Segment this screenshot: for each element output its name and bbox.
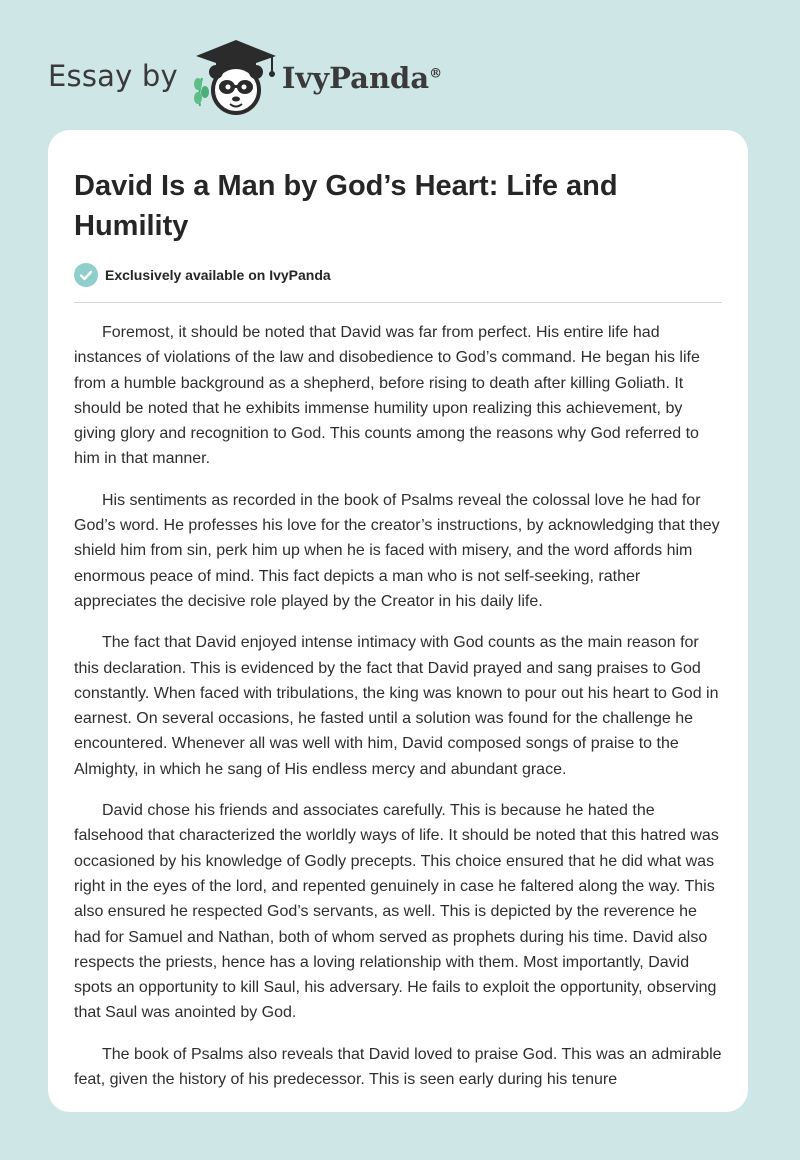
registered-mark: ® bbox=[429, 66, 443, 82]
paragraph: The book of Psalms also reveals that David loved to praise God. This was an admirable feat, given the history of his predecessor. This is seen early during his tenure bbox=[74, 1045, 722, 1089]
exclusive-badge bbox=[74, 263, 331, 287]
essay-body bbox=[74, 320, 726, 1108]
exclusive-label: Exclusively available on IvyPanda bbox=[105, 267, 331, 283]
essay-title: David Is a Man by God’s Heart: Life and Humility bbox=[74, 170, 618, 242]
paragraph: His sentiments as recorded in the book of Psalms reveal the colossal love he had for God’s word. He professes his love for the creator’s instructions, by acknowledging that they shield him from sin, perk him up when he is faced with misery, and the word affords him enormous peace of mind. This fact depicts a man who is not self-seeking, rather appreciates the decisive role played by the Creator in his daily life. bbox=[74, 491, 720, 610]
paragraph: Foremost, it should be noted that David was far from perfect. His entire life had instances of violations of the law and disobedience to God’s command. He began his life from a humble background as a shepherd, before rising to death after killing Goliath. It should be noted that he exhibits immense humility upon realizing this achievement, by giving glory and recognition to God. This counts among the reasons why God referred to him in that manner. bbox=[74, 324, 700, 468]
essay-card bbox=[48, 130, 748, 1112]
checkmark-icon bbox=[74, 263, 98, 287]
divider bbox=[74, 302, 722, 303]
ivypanda-logo-icon[interactable] bbox=[192, 36, 278, 116]
paragraph: David chose his friends and associates carefully. This is because he hated the falsehood that characterized the worldly ways of life. It should be noted that this hatred was occasioned by his knowledge of Godly precepts. This choice ensured that he did what was right in the eyes of the lord, and repented genuinely in case he faltered along the way. This also ensured he respected God’s servants, as well. This is depicted by the reverence he had for Samuel and Nathan, both of whom served as prophets during his time. David also respects the priests, hence has a loving relationship with them. Most importantly, David spots an opportunity to kill Saul, his adversary. He fails to exploit the opportunity, observing that Saul was anointed by God. bbox=[74, 802, 719, 1022]
essay-by-label: Essay by bbox=[48, 59, 178, 93]
brand-name: IvyPanda® bbox=[281, 61, 443, 95]
site-header bbox=[48, 36, 442, 116]
paragraph: The fact that David enjoyed intense intimacy with God counts as the main reason for this declaration. This is evidenced by the fact that David prayed and sang praises to God constantly. When faced with tribulations, the king was known to pour out his heart to God in earnest. On several occasions, he fasted until a solution was found for the challenge he encountered. Whenever all was well with him, David composed songs of praise to the Almighty, in which he sang of His endless mercy and abundant grace. bbox=[74, 634, 719, 778]
